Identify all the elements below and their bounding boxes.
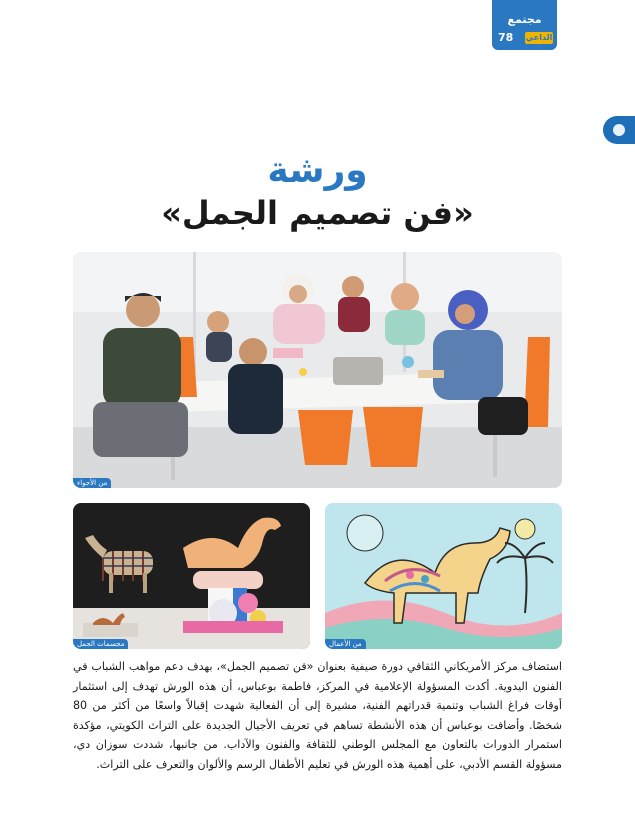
magazine-logo: الداعي bbox=[525, 33, 553, 42]
article-title-line2: «فن تصميم الجمل» bbox=[161, 194, 474, 232]
article-paragraph: استضاف مركز الأمريكاني الثقافي دورة صيفية بعنوان «فن تصميم الجمل»، بهدف دعم مواهب الشباب في الفنون اليدوية. أكدت المسؤولة الإعلامية في المركز، فاطمة بوعباس، أن هذه الورش تهدف إلى استثمار أوقات فراغ الشباب وتنمية قدراتهم الفنية، مشيرة إلى أن الفعالية شهدت إقبالاً واسعًا من أكثر من 80 شخصًا. وأضافت بوعباس أن هذه الأنشطة تساهم في تعريف الأجيال الجديدة على التراث الكويتي، مؤكدة استمرار الدورات بالتعاون مع المجلس الوطني للثقافة والفنون والآداب. من جانبها، شددت سوزان دي، مسؤولة القسم الأدبي، على أهمية هذه الورش في تعليم الأطفال الرسم والألوان والتعرف على التراث. bbox=[73, 660, 562, 771]
article-title-line1: ورشة bbox=[267, 150, 368, 191]
edge-bookmark-tab bbox=[603, 116, 635, 144]
camel-painting-illustration bbox=[325, 503, 562, 649]
camel-models-photo bbox=[73, 503, 310, 649]
article-body bbox=[73, 657, 562, 775]
page-number: 78 bbox=[498, 31, 514, 44]
section-name: مجتمع bbox=[507, 13, 542, 26]
camel-models-caption: مجسمات الجمل bbox=[73, 639, 128, 649]
workshop-photo-illustration bbox=[73, 252, 562, 488]
section-header-tab bbox=[492, 0, 557, 50]
camel-painting-caption: من الأعمال bbox=[325, 639, 366, 649]
bookmark-dot-icon bbox=[613, 124, 625, 136]
magazine-row bbox=[492, 31, 557, 45]
camel-painting-photo bbox=[325, 503, 562, 649]
workshop-photo-caption: من الأجواء bbox=[73, 478, 111, 488]
camel-models-illustration bbox=[73, 503, 310, 649]
workshop-photo bbox=[73, 252, 562, 488]
